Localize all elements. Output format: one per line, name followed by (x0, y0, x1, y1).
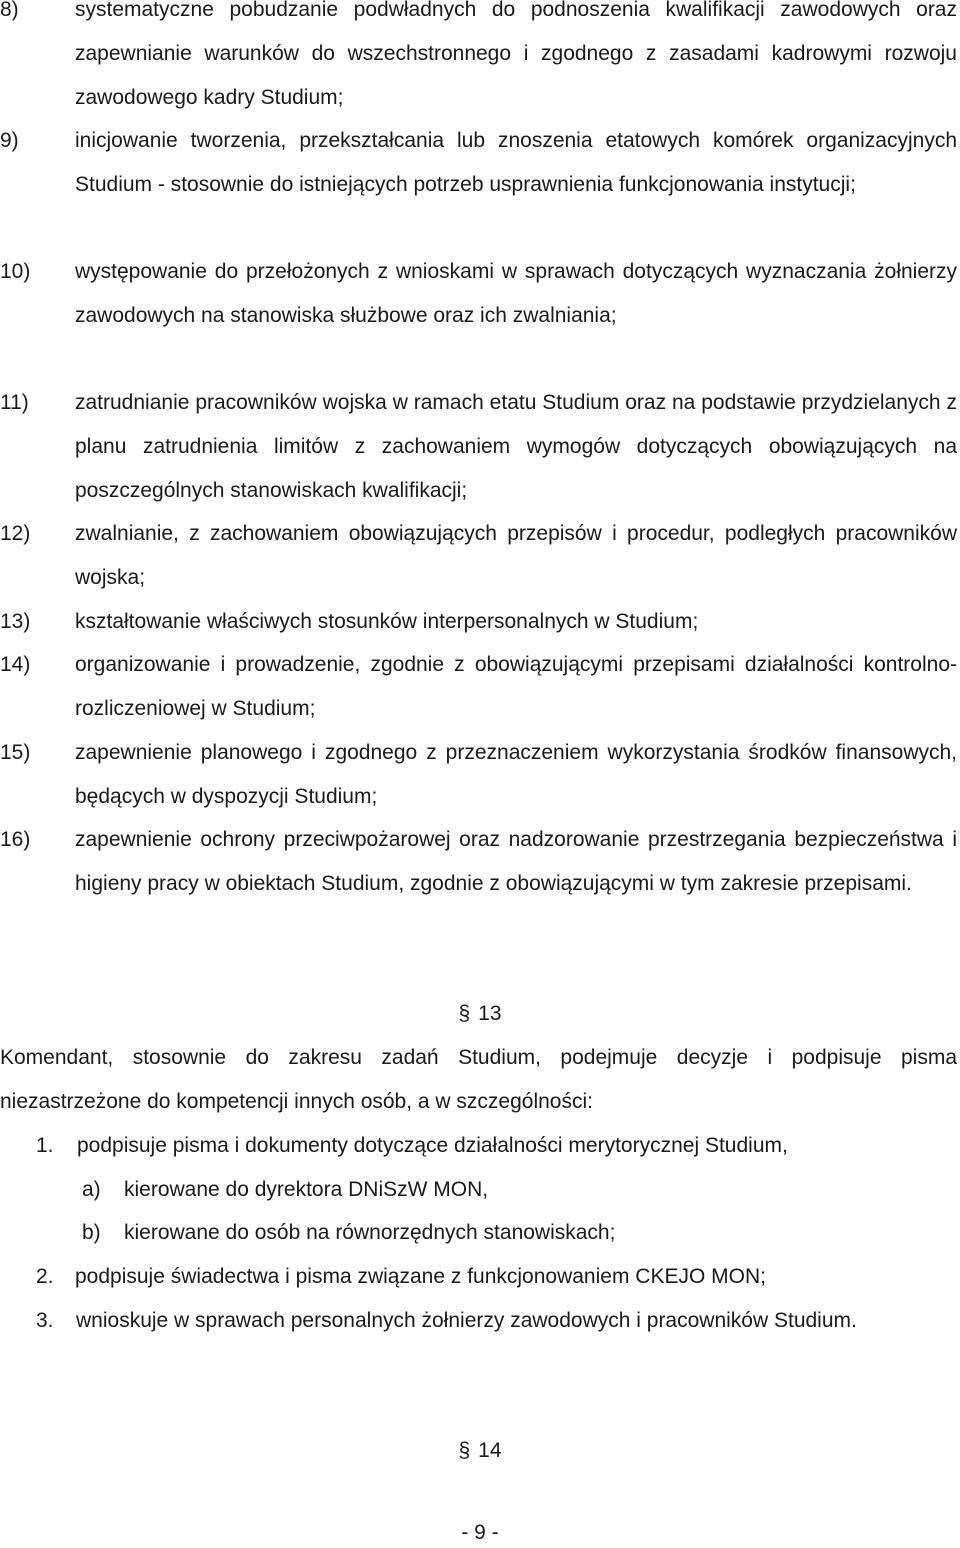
list-item (0, 731, 957, 819)
list-item (0, 0, 957, 119)
list-item-text: zwalnianie, z zachowaniem obowiązujących przepisów i procedur, podległych pracowników wojska; (75, 522, 957, 589)
list-item-text: systematyczne pobudzanie podwładnych do podnoszenia kwalifikacji zawodowych oraz zapewnianie warunków do wszechstronnego i zgodnego z zasadami kadrowymi rozwoju zawodowego kadry Studium; (75, 0, 957, 109)
list-item-number: 16) (0, 828, 31, 851)
point-text: podpisuje świadectwa i pisma związane z funkcjonowaniem CKEJO MON; (75, 1265, 766, 1288)
subpoint-text: kierowane do osób na równorzędnych stanowiskach; (124, 1221, 616, 1244)
section-number: 14 (478, 1439, 502, 1462)
section-symbol: § (458, 1002, 471, 1025)
subpoint-text: kierowane do dyrektora DNiSzW MON, (124, 1178, 489, 1201)
list-item-text: występowanie do przełożonych z wnioskami w sprawach dotyczących wyznaczania żołnierzy zawodowych na stanowiska służbowe oraz ich zwalniania; (75, 260, 957, 327)
subpoint-letter: b) (82, 1221, 101, 1244)
list-item-text: inicjowanie tworzenia, przekształcania lub znoszenia etatowych komórek organizacyjnych Studium - stosownie do istniejących potrzeb usprawnienia funkcjonowania instytucji; (75, 129, 957, 196)
list-item (0, 600, 957, 644)
point-text: wnioskuje w sprawach personalnych żołnierzy zawodowych i pracowników Studium. (76, 1309, 857, 1332)
point-number: 2. (36, 1265, 54, 1288)
section-number: 13 (478, 1002, 502, 1025)
list-item-number: 13) (0, 610, 31, 633)
list-item-number: 10) (0, 260, 31, 283)
section-13-point (36, 1299, 957, 1343)
list-item-number: 9) (0, 129, 19, 152)
list-item-number: 15) (0, 741, 31, 764)
list-item (0, 643, 957, 731)
section-13-subpoint (82, 1211, 942, 1255)
list-item-number: 12) (0, 522, 31, 545)
list-item-number: 14) (0, 653, 31, 676)
section-13-intro: Komendant, stosownie do zakresu zadań Studium, podejmuje decyzje i podpisuje pisma niezastrzeżone do kompetencji innych osób, a w szczególności: (0, 1046, 957, 1113)
section-heading-13 (0, 992, 960, 1036)
list-item-text: organizowanie i prowadzenie, zgodnie z obowiązującymi przepisami działalności kontrolno-rozliczeniowej w Studium; (75, 653, 957, 720)
list-item (0, 381, 957, 512)
list-item-text: zapewnienie planowego i zgodnego z przeznaczeniem wykorzystania środków finansowych, będących w dyspozycji Studium; (75, 741, 957, 808)
section-symbol: § (458, 1439, 471, 1462)
point-text: podpisuje pisma i dokumenty dotyczące działalności merytorycznej Studium, (77, 1134, 788, 1157)
list-item-text: zatrudnianie pracowników wojska w ramach etatu Studium oraz na podstawie przydzielanych z planu zatrudnienia limitów z zachowaniem wymogów dotyczących obowiązujących na poszczególnych stanowiskach kwalifikacji; (75, 391, 957, 502)
section-13-point (36, 1255, 916, 1299)
list-item (0, 119, 957, 207)
section-heading-14 (0, 1429, 960, 1473)
list-item-number: 11) (0, 391, 29, 414)
point-number: 3. (36, 1309, 54, 1332)
list-item (0, 250, 957, 338)
section-13-point (36, 1124, 916, 1168)
page-number: - 9 - (461, 1521, 499, 1544)
list-item-text: kształtowanie właściwych stosunków interpersonalnych w Studium; (75, 610, 699, 633)
list-item (0, 818, 957, 906)
section-13-subpoint (82, 1168, 942, 1212)
subpoint-letter: a) (82, 1178, 101, 1201)
list-item-text: zapewnienie ochrony przeciwpożarowej oraz nadzorowanie przestrzegania bezpieczeństwa i higieny pracy w obiektach Studium, zgodnie z obowiązującymi w tym zakresie przepisami. (75, 828, 957, 895)
list-item (0, 512, 957, 600)
list-item-number: 8) (0, 0, 19, 21)
point-number: 1. (36, 1134, 54, 1157)
